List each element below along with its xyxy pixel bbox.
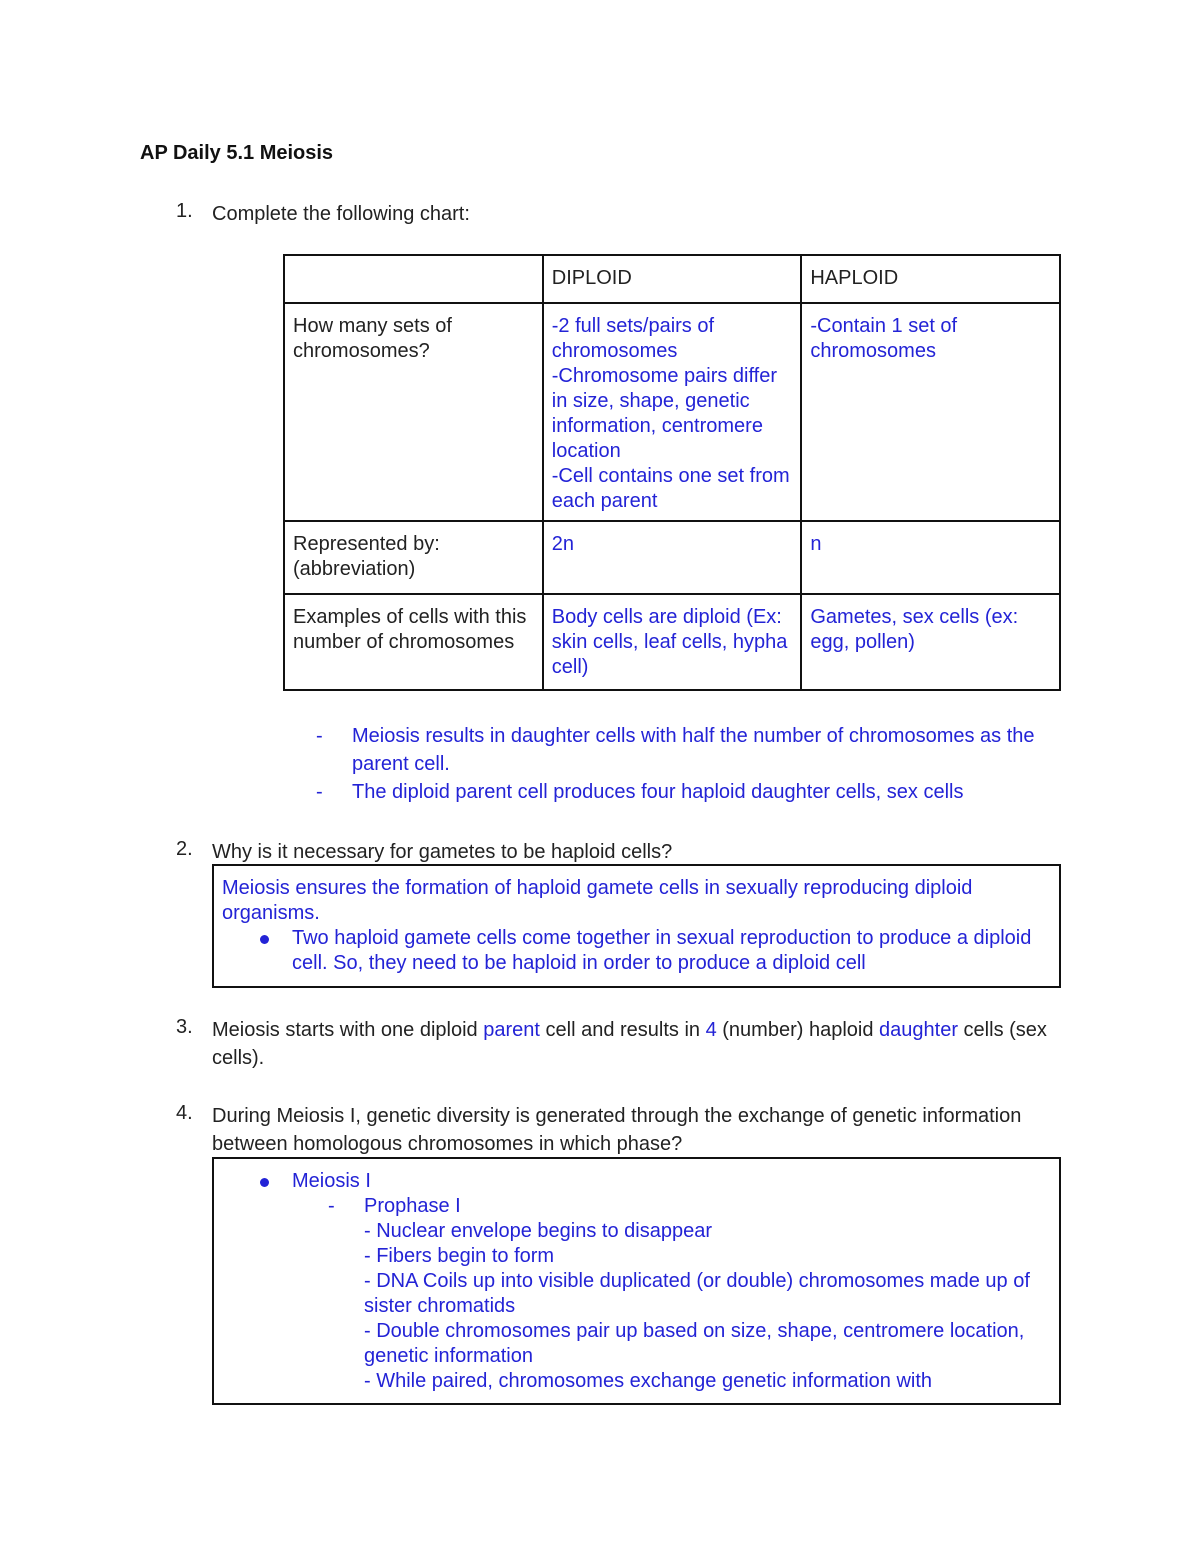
detail-line: - While paired, chromosomes exchange genetic information with [364, 1370, 933, 1392]
cell-line: 2n [551, 533, 574, 555]
bullet-text: Meiosis I [292, 1170, 371, 1192]
cell-line: -Cell contains one set from each parent [551, 465, 790, 512]
cell-line: Body cells are diploid (Ex: skin cells, leaf cells, hypha cell) [551, 606, 788, 678]
cell-line: -2 full sets/pairs of chromosomes [551, 315, 715, 362]
chart-row-label: Represented by: (abbreviation) [284, 521, 543, 594]
detail-line: - Fibers begin to form [364, 1245, 555, 1267]
answer-bullet [214, 926, 1059, 976]
cell-line: Gametes, sex cells (ex: egg, pollen) [810, 606, 1019, 653]
q3-blank-answer: 4 [705, 1019, 717, 1041]
chart-row-examples [284, 594, 1060, 690]
note-item: - The diploid parent cell produces four haploid daughter cells, sex cells [316, 781, 964, 803]
question-2-text: Why is it necessary for gametes to be haploid cells? [212, 841, 673, 863]
chart-row-label: Examples of cells with this number of chromosomes [284, 594, 543, 690]
q3-blank-answer: daughter [879, 1019, 958, 1041]
note-text: The diploid parent cell produces four haploid daughter cells, sex cells [352, 781, 964, 803]
q3-blank-answer: parent [483, 1019, 540, 1041]
chart-row-represented [284, 521, 1060, 594]
page-title: AP Daily 5.1 Meiosis [140, 142, 334, 164]
detail-line: - DNA Coils up into visible duplicated (or double) chromosomes made up of sister chromatids [364, 1270, 1030, 1317]
chart-cell-diploid [543, 521, 802, 594]
question-4-text: During Meiosis I, genetic diversity is generated through the exchange of genetic information between homologous chromosomes in which phase? [212, 1105, 1022, 1155]
question-4-number: 4. [176, 1102, 193, 1124]
detail-line: - Double chromosomes pair up based on size, shape, centromere location, genetic information [364, 1320, 1025, 1367]
bullet-dot-icon [260, 935, 269, 944]
q3-text-part: Meiosis starts with one diploid [212, 1019, 484, 1041]
chart-header-haploid: HAPLOID [801, 255, 1060, 303]
chart-notes [316, 722, 1061, 806]
question-3-number: 3. [176, 1016, 193, 1038]
question-1-text: Complete the following chart: [212, 203, 470, 225]
ploidy-chart [283, 254, 1061, 691]
q3-text-part: (number) haploid [716, 1019, 880, 1041]
detail-line: - Nuclear envelope begins to disappear [364, 1220, 712, 1242]
answer-box-2 [212, 864, 1061, 988]
chart-row-sets [284, 303, 1060, 521]
q3-text-part: cells (sex cells). [212, 1019, 1047, 1069]
chart-cell-diploid [543, 303, 802, 521]
note-item: - Meiosis results in daughter cells with half the number of chromosomes as the parent cell. [316, 725, 1035, 775]
answer-box-4 [212, 1157, 1061, 1405]
chart-header-diploid: DIPLOID [543, 255, 802, 303]
chart-cell-haploid [801, 521, 1060, 594]
cell-line: -Contain 1 set of chromosomes [810, 315, 958, 362]
cell-line: -Chromosome pairs differ in size, shape, genetic information, centromere location [551, 365, 778, 462]
bullet-dot-icon [260, 1178, 269, 1187]
chart-cell-haploid [801, 594, 1060, 690]
question-2-number: 2. [176, 838, 193, 860]
sub-bullet-text: Prophase I [364, 1195, 461, 1217]
answer-text: Meiosis ensures the formation of haploid gamete cells in sexually reproducing diploid organisms. [222, 877, 973, 924]
chart-cell-diploid [543, 594, 802, 690]
note-text: Meiosis results in daughter cells with half the number of chromosomes as the parent cell. [352, 725, 1035, 775]
answer-bullet [214, 1169, 1059, 1194]
chart-header-row [284, 255, 1060, 303]
chart-cell-haploid [801, 303, 1060, 521]
bullet-text: Two haploid gamete cells come together in sexual reproduction to produce a diploid cell. So, they need to be haploid in order to produce a diploid cell [292, 927, 1032, 974]
q3-text-part: cell and results in [539, 1019, 706, 1041]
chart-header-blank [284, 255, 543, 303]
question-1-number: 1. [176, 200, 193, 222]
question-3-text [212, 1016, 1052, 1072]
chart-row-label: How many sets of chromosomes? [284, 303, 543, 521]
cell-line: n [810, 533, 822, 555]
sub-bullet: - Prophase I [328, 1195, 461, 1217]
